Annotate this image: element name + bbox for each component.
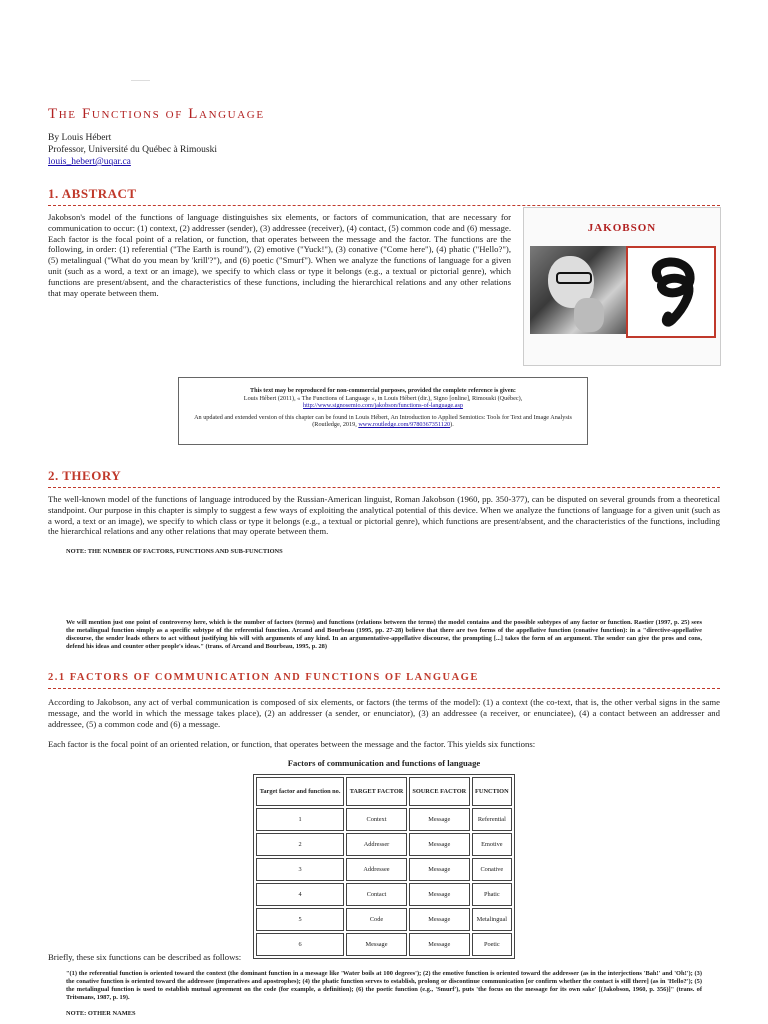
notice-line-3-end: ). — [450, 421, 454, 429]
byline — [48, 132, 217, 168]
theory-rule — [48, 487, 720, 488]
notice-line-2: Louis Hébert (2011), « The Functions of Language », in Louis Hébert (dir.), Signo [online], Rimouski (Québec), — [243, 394, 523, 402]
table-cell: Message — [409, 833, 470, 856]
table-cell: Conative — [472, 858, 512, 881]
jakobson-figure — [523, 207, 721, 366]
notice-line-1: This text may be reproduced for non-commercial purposes, provided the complete reference is given: — [250, 387, 516, 394]
table-row — [256, 883, 512, 906]
table-cell: Message — [409, 933, 470, 956]
table-header-cell: TARGET FACTOR — [346, 777, 407, 806]
table-cell: Contact — [346, 883, 407, 906]
abstract-rule — [48, 205, 720, 206]
note-factors-text: We will mention just one point of controversy here, which is the number of factors (terms) and functions (relations between the terms) the model contains and the possible subtypes of any factor or function. Rastier (1997, p. 25) sees the metalingual function simply as a specific subtype of the referential function. Arcand and Bourbeau (1995, pp. 27-28) believe that there are two forms of the appellative function (conative function): in a "directive-appellative discourse, the sender leads others to act without justifying his will with arguments of any kind. In an argumentative-appellative discourse, the prompting [...] takes the form of an argument. The sender can give the pros and cons, defend his ideas and counter other people's ideas." (trans. of Arcand and Bourbeau, 1995, p. 28) — [66, 619, 702, 650]
table-cell: Phatic — [472, 883, 512, 906]
affiliation-line: Professor, Université du Québec à Rimouski — [48, 145, 218, 155]
theory-heading: 2. THEORY — [48, 468, 122, 483]
table-cell: 1 — [256, 808, 344, 831]
signo-link[interactable]: http://www.signosemio.com/jakobson/functions-of-language.asp — [303, 402, 463, 410]
table-header-cell: Target factor and function no. — [256, 777, 344, 806]
table-cell: 6 — [256, 933, 344, 956]
table-cell: Metalingual — [472, 908, 512, 931]
table-cell: Message — [409, 808, 470, 831]
table-header-cell: SOURCE FACTOR — [409, 777, 470, 806]
jakobson-portrait — [530, 246, 626, 334]
table-cell: Message — [409, 883, 470, 906]
table-cell: Addressee — [346, 858, 407, 881]
note-factors-heading: NOTE: THE NUMBER OF FACTORS, FUNCTIONS AND SUB-FUNCTIONS — [66, 548, 283, 555]
table-row — [256, 808, 512, 831]
page-title: The Functions of Language — [48, 106, 265, 122]
routledge-link[interactable]: www.routledge.com/9780367351120 — [358, 421, 451, 429]
citation-notice — [178, 377, 588, 445]
table-header-row — [256, 777, 512, 806]
factors-paragraph-1: According to Jakobson, any act of verbal communication is composed of six elements, or factors (the terms of the model): (1) a context (the co-text, that is, the other verbal signs in the same message, and the world in which the message takes place), (2) an addresser (a sender, or enunciator), (3) an addressee (a receiver, or enunciatee), (4) a contact between an addresser and addressee, (5) a common code and (6) a message. — [48, 697, 720, 729]
table-cell: Poetic — [472, 933, 512, 956]
table-cell: 2 — [256, 833, 344, 856]
table-cell: Context — [346, 808, 407, 831]
factors-paragraph-2: Each factor is the focal point of an oriented relation, or function, that operates between the message and the factor. This yields six functions: — [48, 739, 536, 749]
table-cell: 4 — [256, 883, 344, 906]
table-cell: 3 — [256, 858, 344, 881]
figure-caption: JAKOBSON — [587, 222, 657, 234]
table-cell: Message — [409, 908, 470, 931]
table-cell: Message — [409, 858, 470, 881]
table-cell: 5 — [256, 908, 344, 931]
table-cell: Emotive — [472, 833, 512, 856]
factors-rule — [48, 688, 720, 689]
table-cell: Code — [346, 908, 407, 931]
theory-paragraph: The well-known model of the functions of language introduced by the Russian-American linguist, Roman Jakobson (1960, pp. 350-377), can be disputed on several grounds from a theoretical standpoint. Our purpose in this chapter is simply to suggest a few ways of exploiting the analytical potential of this device. When we analyze the functions of language for a given unit (such as a word, a text or an image), we specify to which class or type it belongs (e.g., a textual or pictorial genre), which functions are present/absent, and the characteristics of the functions, including the hierarchical relations and any other relations that may operate between them. — [48, 494, 720, 537]
signature-graphic — [626, 246, 716, 338]
note-other-names-heading: NOTE: OTHER NAMES — [66, 1010, 136, 1017]
table-caption: Factors of communication and functions of language — [287, 758, 481, 768]
factors-paragraph-3: Briefly, these six functions can be described as follows: — [48, 952, 242, 962]
table-row — [256, 833, 512, 856]
email-link[interactable]: louis_hebert@uqar.ca — [48, 157, 131, 167]
table-cell: Referential — [472, 808, 512, 831]
functions-quote: "(1) the referential function is oriented toward the context (the dominant function in a message like 'Water boils at 100 degrees'); (2) the emotive function is oriented toward the addresser (as in the interjections 'Bah!' and 'Oh!'); (3) the conative function is oriented toward the addressee (imperatives and apostrophes); (4) the phatic function serves to establish, prolong or discontinue communication [or confirm whether the contact is still there] (as in 'Hello?'); (5) the metalingual function is used to establish mutual agreement on the code (for example, a definition); (6) the poetic function (e.g., 'Smurf'), puts 'the focus on the message for its own sake' [(Jakobson, 1960, p. 356)]" (trans. of Tritsmans, 1987, p. 19). — [66, 970, 702, 1001]
table-row — [256, 858, 512, 881]
table-cell: Addresser — [346, 833, 407, 856]
notice-line-3: An updated and extended version of this chapter can be found in Louis Hébert, An Introduction to Applied Semiotics: Tools for Text and Image Analysis (Routledge, 2019, — [194, 413, 572, 429]
factors-table — [253, 774, 515, 959]
factors-heading: 2.1 FACTORS OF COMMUNICATION AND FUNCTIONS OF LANGUAGE — [48, 672, 479, 683]
top-divider — [131, 80, 150, 81]
author-line: By Louis Hébert — [48, 133, 112, 143]
table-header-cell: FUNCTION — [472, 777, 512, 806]
abstract-paragraph: Jakobson's model of the functions of language distinguishes six elements, or factors of communication, that are necessary for communication to occur: (1) context, (2) addresser (sender), (3) addressee (receiver), (4) contact, (5) common code and (6) message. Each factor is the focal point of a relation, or function, that operates between the message and the factor. The functions are the following, in order: (1) referential ("The Earth is round"), (2) emotive ("Yuck!"), (3) conative ("Come here"), (4) phatic ("Hello?"), (5) metalingual ("What do you mean by 'krill'?"), and (6) poetic ("Smurf"). When we analyze the functions of language for a given unit (such as a word, a text or an image), we specify to which class or type it belongs (e.g., a textual or pictorial genre), which functions are present/absent, and the characteristics of these functions, including the hierarchical relations and any other relations that may operate between them. — [48, 212, 511, 298]
table-row — [256, 908, 512, 931]
abstract-heading: 1. ABSTRACT — [48, 186, 137, 201]
table-cell: Message — [346, 933, 407, 956]
